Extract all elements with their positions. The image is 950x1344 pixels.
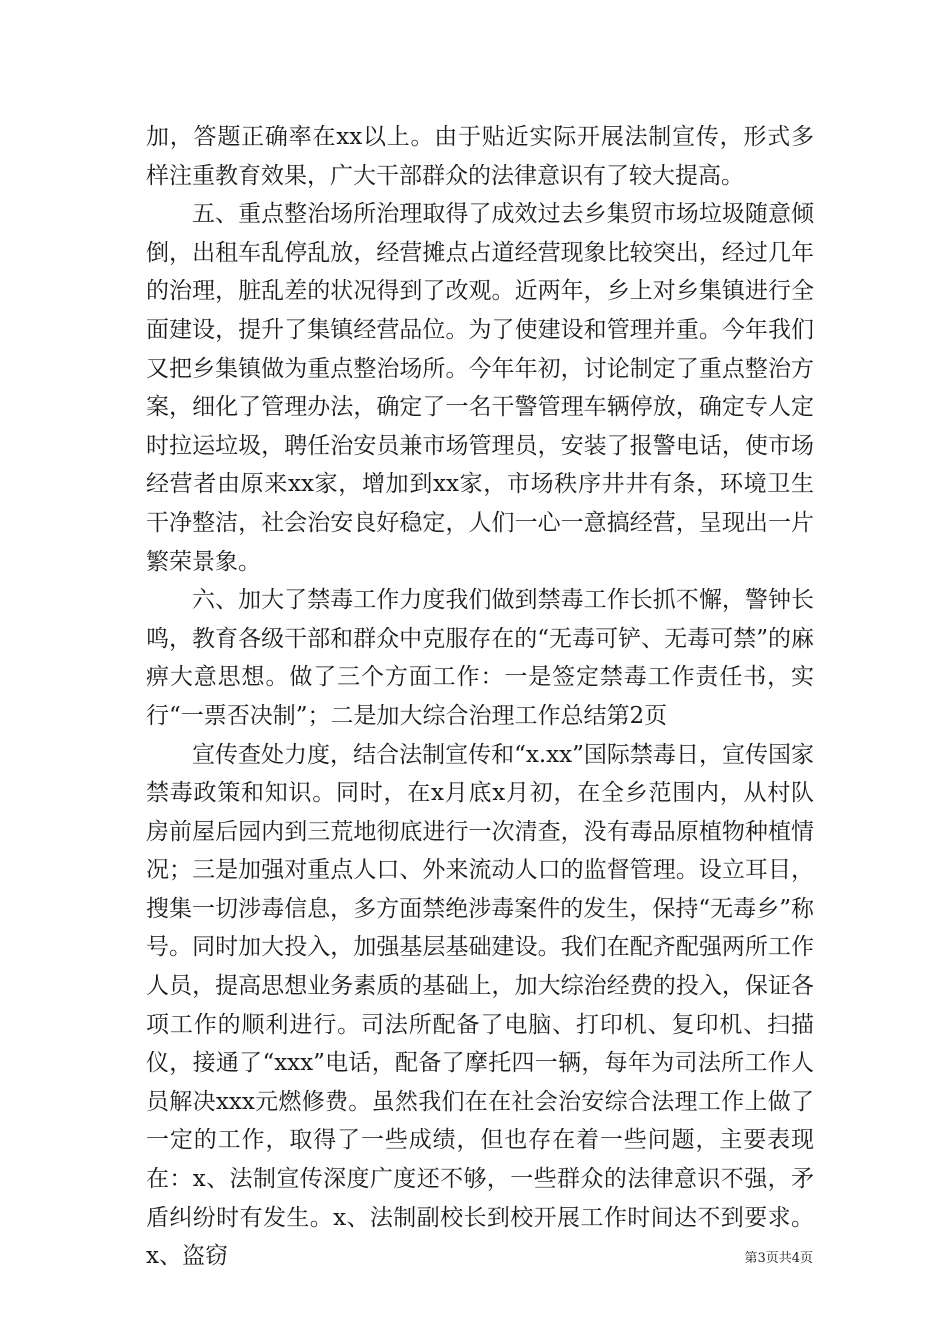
page-number-footer: 第3页共4页 [744, 1251, 813, 1266]
paragraph-section-five: 五、重点整治场所治理取得了成效过去乡集贸市场垃圾随意倾倒，出租车乱停乱放，经营摊点占道经营现象比较突出，经过几年的治理，脏乱差的状况得到了改观。近两年，乡上对乡集镇进行全面建设，提升了集镇经营品位。为了使建设和管理并重。今年我们又把乡集镇做为重点整治场所。今年年初，讨论制定了重点整治方案，细化了管理办法，确定了一名干警管理车辆停放，确定专人定时拉运垃圾，聘任治安员兼市场管理员，安装了报警电话，使市场经营者由原来xx家，增加到xx家，市场秩序井井有条，环境卫生干净整洁，社会治安良好稳定，人们一心一意搞经营，呈现出一片繁荣景象。 [146, 201, 814, 575]
paragraph-drug-publicity: 宣传查处力度，结合法制宣传和“x.xx”国际禁毒日，宣传国家禁毒政策和知识。同时，在x月底x月初，在全乡范围内，从村队房前屋后园内到三荒地彻底进行一次清查，没有毒品原植物种植情况；三是加强对重点人口、外来流动人口的监督管理。设立耳目，搜集一切涉毒信息，多方面禁绝涉毒案件的发生，保持“无毒乡”称号。同时加大投入，加强基层基础建设。我们在配齐配强两所工作人员，提高思想业务素质的基础上，加大综治经费的投入，保证各项工作的顺利进行。司法所配备了电脑、打印机、复印机、扫描仪，接通了“xxx”电话，配备了摩托四一辆，每年为司法所工作人员解决xxx元燃修费。虽然我们在在社会治安综合法理工作上做了一定的工作，取得了一些成绩，但也存在着一些问题，主要表现在：x、法制宣传深度广度还不够，一些群众的法律意识不强，矛盾纠纷时有发生。x、法制副校长到校开展工作时间达不到要求。x、盗窃 [146, 741, 814, 1270]
paragraph-continuation: 加，答题正确率在xx以上。由于贴近实际开展法制宣传，形式多样注重教育效果，广大干部群众的法律意识有了较大提高。 [146, 124, 814, 189]
document-body [146, 118, 814, 1276]
paragraph-section-six: 六、加大了禁毒工作力度我们做到禁毒工作长抓不懈，警钟长鸣，教育各级干部和群众中克服存在的“无毒可铲、无毒可禁”的麻痹大意思想。做了三个方面工作：一是签定禁毒工作责任书，实行“一票否决制”；二是加大综合治理工作总结第2页 [146, 587, 814, 729]
